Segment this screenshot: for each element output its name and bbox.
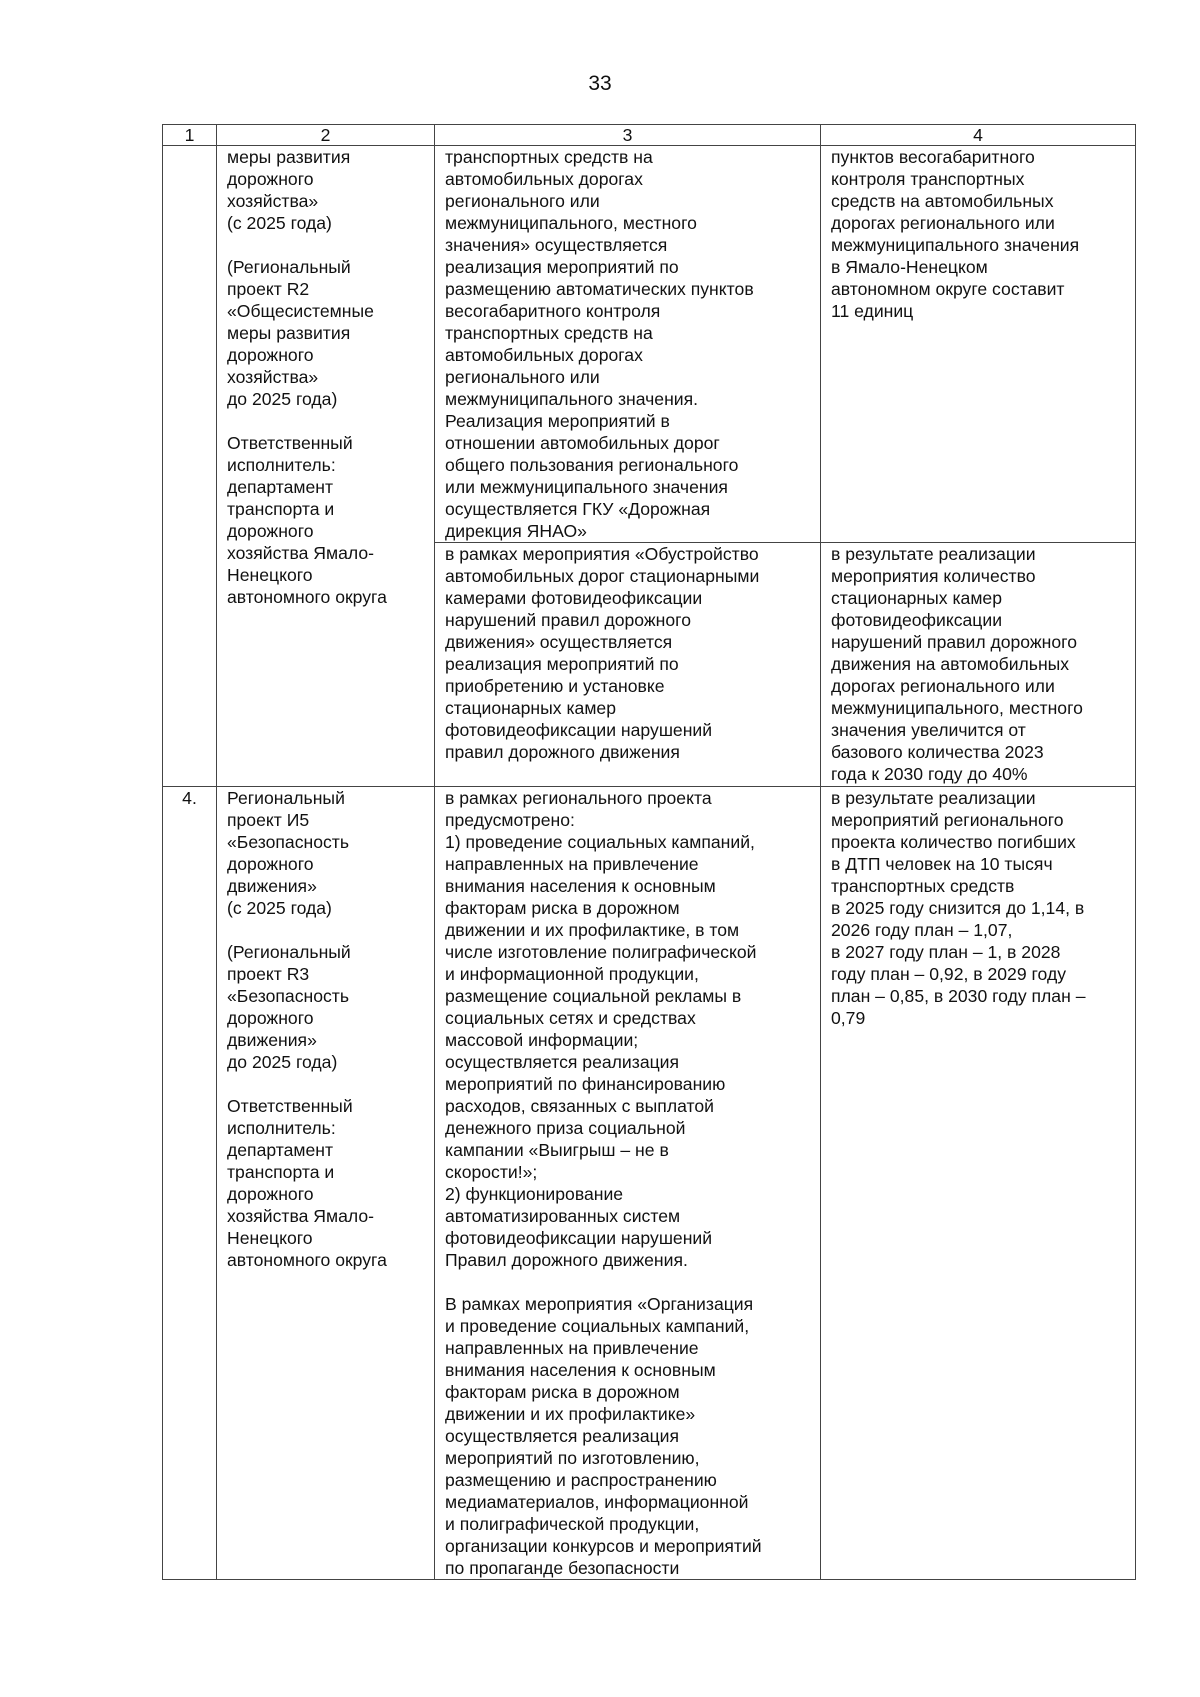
project-text: Региональный проект И5 «Безопасность дорожного движения» (с 2025 года) (Региональный проект R3 «Безопасность дорожного движения» до 2025 года) Ответственный исполнитель: департамент транспорта и дорожного хозяйства Ямало- Ненецкого автономного округа: [227, 788, 387, 1270]
result-text: в результате реализации мероприятия количество стационарных камер фотовидеофиксации нарушений правил дорожного движения на автомобильных дорогах регионального или межмуниципального, местного значения увеличится от базового количества 2023 года к 2030 году до 40%: [831, 544, 1083, 784]
row-number: [163, 146, 217, 787]
activity-cell: [435, 146, 821, 543]
row-number: 4.: [163, 787, 217, 1580]
result-text: пунктов весогабаритного контроля транспортных средств на автомобильных дорогах регионального или межмуниципального значения в Ямало-Ненецком автономном округе составит 11 единиц: [831, 147, 1080, 321]
activity-cell: [435, 543, 821, 787]
data-table: [162, 124, 1136, 1580]
activity-text: в рамках мероприятия «Обустройство автомобильных дорог стационарными камерами фотовидеофиксации нарушений правил дорожного движения» осуществляется реализация мероприятий по приобретению и установке стационарных камер фотовидеофиксации нарушений правил дорожного движения: [445, 544, 760, 762]
table-row: [163, 146, 1136, 543]
project-text: меры развития дорожного хозяйства» (с 2025 года) (Региональный проект R2 «Общесистемные меры развития дорожного хозяйства» до 2025 года) Ответственный исполнитель: департамент транспорта и дорожного хозяйства Ямало- Ненецкого автономного округа: [227, 147, 387, 607]
result-cell: [821, 146, 1136, 543]
result-text: в результате реализации мероприятий регионального проекта количество погибших в ДТП человек на 10 тысяч транспортных средств в 2025 году снизится до 1,14, в 2026 году план – 1,07, в 2027 году план – 1, в 2028 году план – 0,92, в 2029 году план – 0,85, в 2030 году план – 0,79: [831, 788, 1086, 1028]
header-cell-3: 3: [435, 125, 821, 146]
table-row: [163, 787, 1136, 1580]
activity-text: транспортных средств на автомобильных дорогах регионального или межмуниципального, местного значения» осуществляется реализация мероприятий по размещению автоматических пунктов весогабаритного контроля транспортных средств на автомобильных дорогах регионального или межмуниципального значения. Реализация мероприятий в отношении автомобильных дорог общего пользования регионального или межмуниципального значения осуществляется ГКУ «Дорожная дирекция ЯНАО»: [445, 147, 754, 541]
header-cell-1: 1: [163, 125, 217, 146]
header-row: [163, 125, 1136, 146]
page-number: 33: [588, 72, 612, 95]
result-cell: [821, 787, 1136, 1580]
header-cell-4: 4: [821, 125, 1136, 146]
header-cell-2: 2: [217, 125, 435, 146]
project-cell: [217, 787, 435, 1580]
project-cell: [217, 146, 435, 787]
activity-cell: [435, 787, 821, 1580]
result-cell: [821, 543, 1136, 787]
activity-text: в рамках регионального проекта предусмотрено: 1) проведение социальных кампаний, направленных на привлечение внимания населения к основным факторам риска в дорожном движении и их профилактике, в том числе изготовление полиграфической и информационной продукции, размещение социальной рекламы в социальных сетях и средствах массовой информации; осуществляется реализация мероприятий по финансированию расходов, связанных с выплатой денежного приза социальной кампании «Выигрыш – не в скорости!»; 2) функционирование автоматизированных систем фотовидеофиксации нарушений Правил дорожного движения. В рамках мероприятия «Организация и проведение социальных кампаний, направленных на привлечение внимания населения к основным факторам риска в дорожном движении и их профилактике» осуществляется реализация мероприятий по изготовлению, размещению и распространению медиаматериалов, информационной и полиграфической продукции, организации конкурсов и мероприятий по пропаганде безопасности: [445, 788, 762, 1578]
